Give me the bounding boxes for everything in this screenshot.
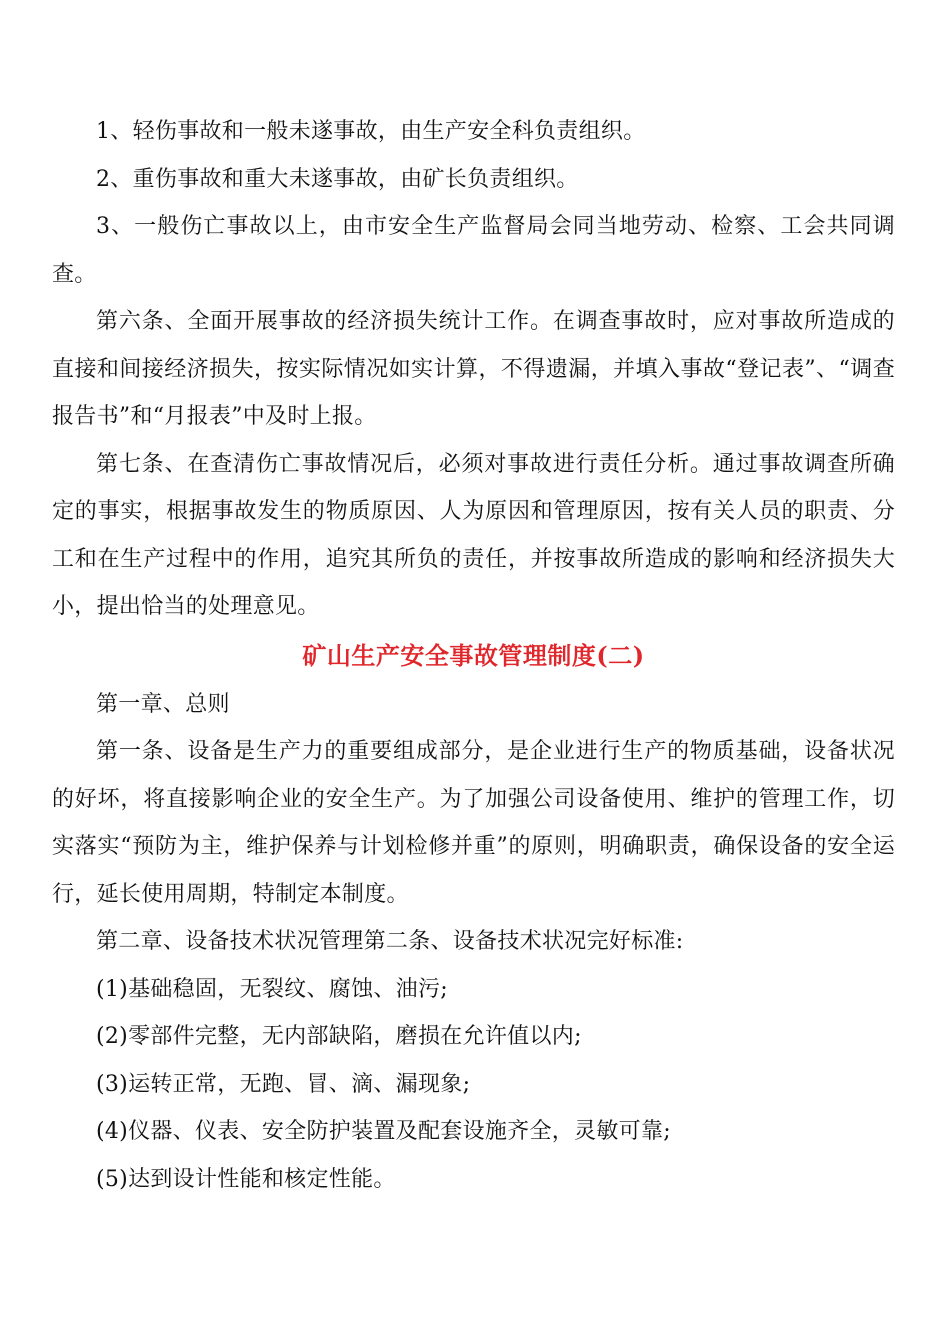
paragraph-article-7: 第七条、在查清伤亡事故情况后，必须对事故进行责任分析。通过事故调查所确定的事实，根据事故发生的物质原因、人为原因和管理原因，按有关人员的职责、分工和在生产过程中的作用，追究其所负的责任，并按事故所造成的影响和经济损失大小，提出恰当的处理意见。	[52, 451, 895, 619]
standard-item-4: (4)仪器、仪表、安全防护装置及配套设施齐全，灵敏可靠;	[96, 1119, 671, 1144]
document-page	[52, 108, 895, 1203]
paragraph-item-1: 1、轻伤事故和一般未遂事故，由生产安全科负责组织。	[96, 119, 646, 144]
paragraph-item-3: 3、一般伤亡事故以上，由市安全生产监督局会同当地劳动、检察、工会共同调查。	[52, 214, 895, 287]
standard-item-3: (3)运转正常，无跑、冒、滴、漏现象;	[96, 1071, 471, 1097]
standard-item-5: (5)达到设计性能和核定性能。	[96, 1166, 396, 1192]
standard-item-2: (2)零部件完整，无内部缺陷，磨损在允许值以内;	[96, 1024, 582, 1049]
paragraph-article-6: 第六条、全面开展事故的经济损失统计工作。在调查事故时，应对事故所造成的直接和间接经济损失，按实际情况如实计算，不得遗漏，并填入事故“登记表”、“调查报告书”和“月报表”中及时上报。	[52, 309, 895, 429]
paragraph-article-1: 第一条、设备是生产力的重要组成部分，是企业进行生产的物质基础，设备状况的好坏，将直接影响企业的安全生产。为了加强公司设备使用、维护的管理工作，切实落实“预防为主，维护保养与计划检修并重”的原则，明确职责，确保设备的安全运行，延长使用周期，特制定本制度。	[52, 739, 895, 907]
chapter-2-heading: 第二章、设备技术状况管理第二条、设备技术状况完好标准:	[96, 929, 684, 954]
paragraph-item-2: 2、重伤事故和重大未遂事故，由矿长负责组织。	[96, 166, 579, 192]
chapter-1-heading: 第一章、总则	[96, 691, 230, 717]
standard-item-1: (1)基础稳固，无裂纹、腐蚀、油污;	[96, 976, 448, 1002]
section-title: 矿山生产安全事故管理制度(二)	[302, 640, 645, 670]
